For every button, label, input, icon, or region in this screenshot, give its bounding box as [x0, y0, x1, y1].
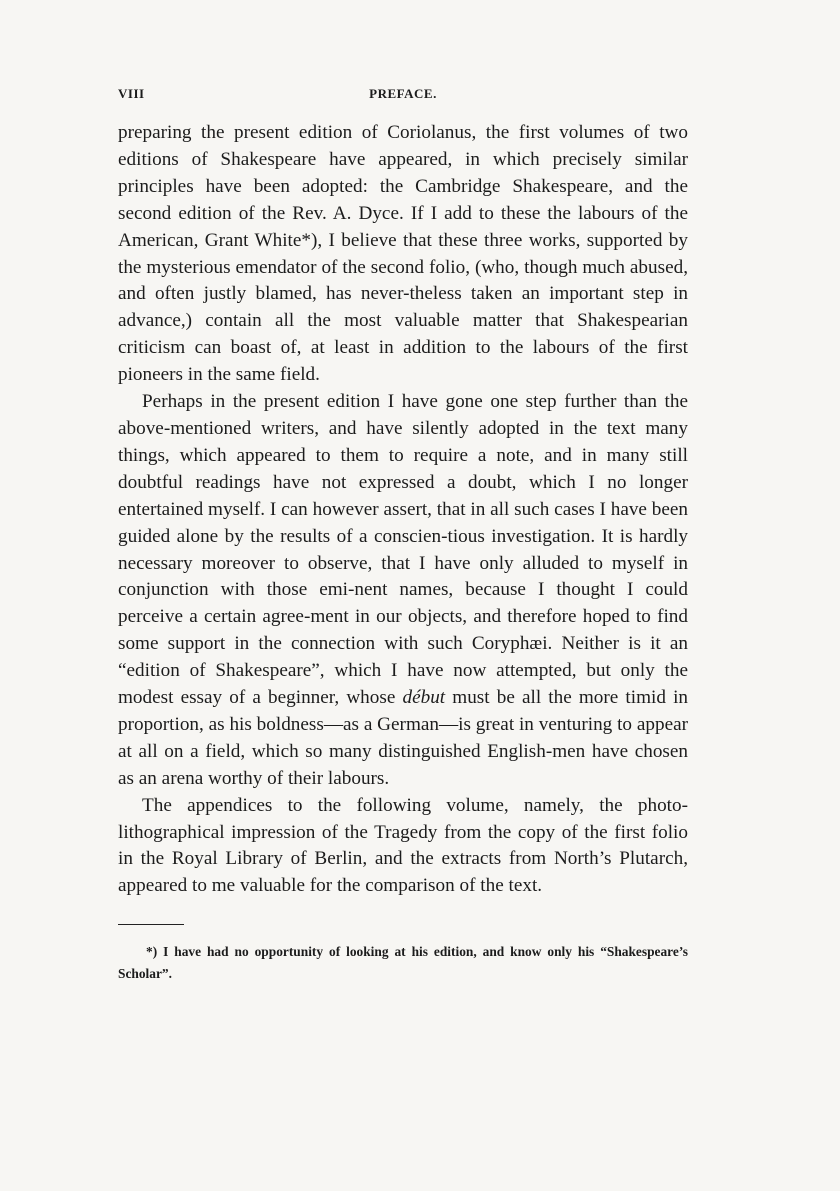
body-text [118, 120, 688, 900]
paragraph-2-text-after: must be all the more timid in proportion, as his boldness—as a German—is great in venturing to appear at all on a field, which so many distinguished English-men have chosen as an arena worthy of their labours. [118, 687, 689, 789]
footnote: *) I have had no opportunity of looking at his edition, and know only his “Shakespeare’s Scholar”. [118, 944, 688, 982]
paragraph-2-text-before: Perhaps in the present edition I have gone one step further than the above-mentioned writers, and have silently adopted in the text many things, which appeared to them to require a note, and in many still doubtful readings have not expressed a doubt, which I no longer entertained myself. I can however assert, that in all such cases I have been guided alone by the results of a conscien-tious investigation. It is hardly necessary moreover to observe, that I have only alluded to myself in conjunction with those emi-nent names, because I thought I could perceive a certain agree-ment in our objects, and therefore hoped to find some support in the connection with such Coryphæi. Neither is it an “edition of Shakespeare”, which I have now attempted, but only the modest essay of a beginner, whose [118, 391, 688, 709]
paragraph-2-italic-word: début [402, 687, 446, 709]
paragraph-1: preparing the present edition of Coriolanus, the first volumes of two editions of Shakespeare have appeared, in which precisely similar principles have been adopted: the Cambridge Shakespeare, and the second edition of the Rev. A. Dyce. If I add to these the labours of the American, Grant White*), I believe that these three works, supported by the mysterious emendator of the second folio, (who, though much abused, and often justly blamed, has never-theless taken an important step in advance,) contain all the most valuable matter that Shakespearian criticism can boast of, at least in addition to the labours of the first pioneers in the same field. [118, 122, 688, 386]
running-title: PREFACE. [369, 86, 437, 101]
paragraph-2 [118, 389, 688, 793]
book-page [118, 82, 688, 985]
footnote-rule [118, 924, 184, 925]
paragraph-3: The appendices to the following volume, namely, the photo-lithographical impression of the Tragedy from the copy of the first folio in the Royal Library of Berlin, and the extracts from North’s Plutarch, appeared to me valuable for the comparison of the text. [118, 794, 688, 897]
running-head [118, 82, 688, 106]
page-number: VIII [118, 86, 145, 101]
